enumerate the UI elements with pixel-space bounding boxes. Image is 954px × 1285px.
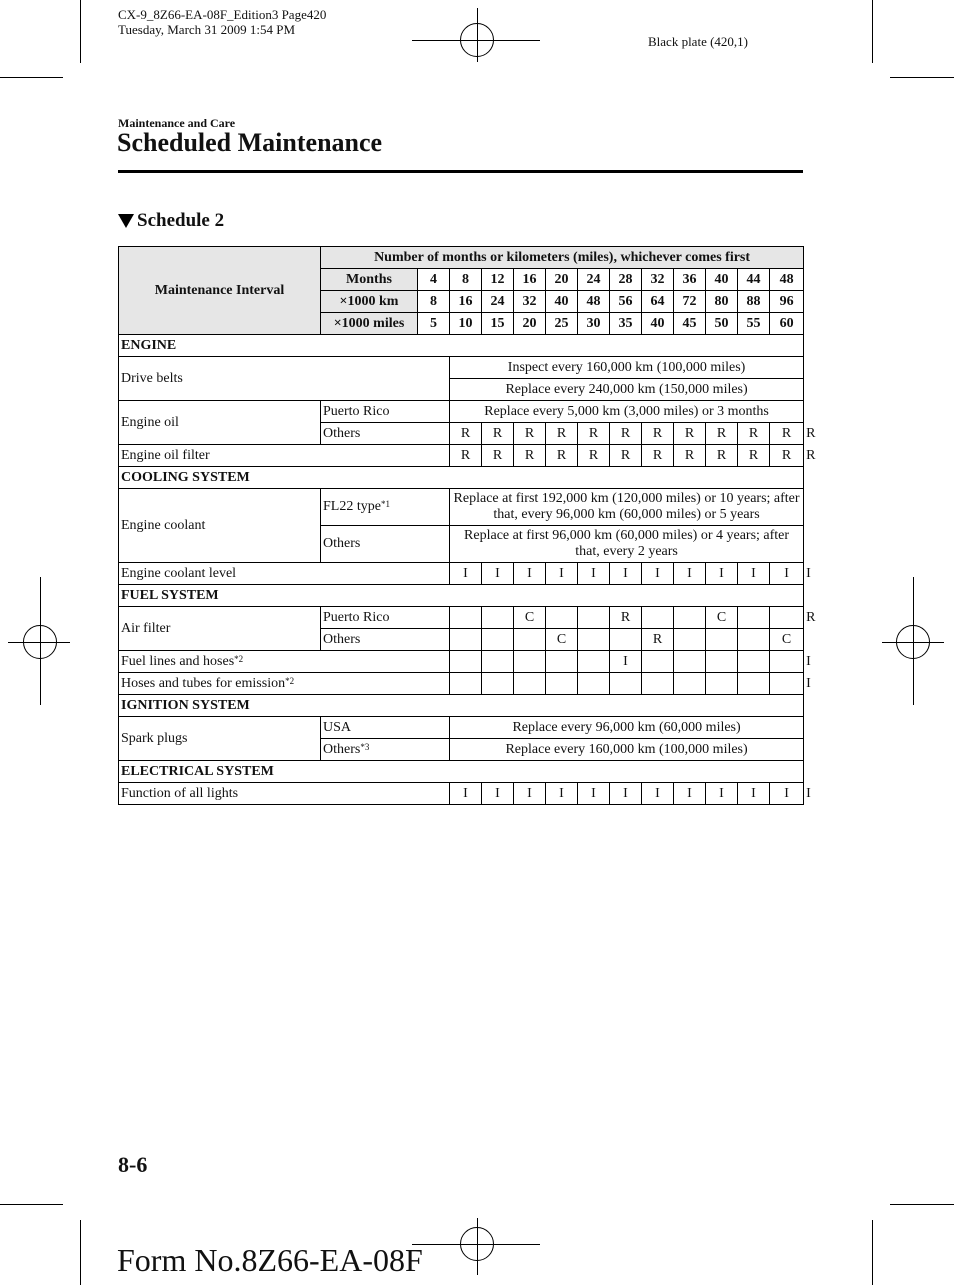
cell bbox=[610, 673, 642, 695]
cell bbox=[770, 651, 804, 673]
cell: I bbox=[482, 563, 514, 585]
cell: R bbox=[706, 423, 738, 445]
months-value: 20 bbox=[546, 269, 578, 291]
section-row-fuel bbox=[119, 585, 804, 607]
item-label: Drive belts bbox=[119, 357, 450, 401]
cell: R bbox=[642, 445, 674, 467]
footnote-marker: *2 bbox=[234, 653, 244, 664]
item-label: Spark plugs bbox=[119, 717, 321, 761]
cell: I bbox=[770, 563, 804, 585]
table-row bbox=[119, 489, 804, 526]
cell bbox=[642, 673, 674, 695]
page-number: 8-6 bbox=[118, 1152, 148, 1177]
cell bbox=[610, 629, 642, 651]
table-row bbox=[119, 357, 804, 379]
table-row: Fuel lines and hoses$^{*2}$ I I bbox=[119, 651, 804, 673]
cell bbox=[450, 673, 482, 695]
cell bbox=[450, 629, 482, 651]
sub-label: Puerto Rico bbox=[321, 401, 450, 423]
cell: C bbox=[546, 629, 578, 651]
footnote-marker: *1 bbox=[380, 499, 390, 509]
cell: C bbox=[770, 629, 804, 651]
coolant-fl22-text: Replace at first 192,000 km (120,000 miles) or 10 years; after that, every 96,000 km (60,000 miles) or 5 years bbox=[450, 489, 804, 526]
km-value: 72 bbox=[674, 291, 706, 313]
schedule-heading bbox=[118, 210, 224, 232]
cell bbox=[546, 673, 578, 695]
cell: C bbox=[706, 607, 738, 629]
cell: I bbox=[514, 563, 546, 585]
item-label: Engine oil filter bbox=[119, 445, 450, 467]
fl22-label: FL22 type bbox=[323, 499, 381, 514]
cell bbox=[738, 651, 770, 673]
cell: R bbox=[642, 423, 674, 445]
months-value: 40 bbox=[706, 269, 738, 291]
cell: I bbox=[642, 563, 674, 585]
cell bbox=[578, 629, 610, 651]
cell: R bbox=[706, 445, 738, 467]
cell: I bbox=[450, 783, 482, 805]
km-value: 24 bbox=[482, 291, 514, 313]
cell: I bbox=[674, 563, 706, 585]
cell bbox=[546, 651, 578, 673]
cell: I bbox=[610, 563, 642, 585]
months-value: 16 bbox=[514, 269, 546, 291]
table-row bbox=[119, 717, 804, 739]
footnote-marker: *3 bbox=[360, 741, 370, 752]
cell: R bbox=[642, 629, 674, 651]
cell bbox=[738, 673, 770, 695]
section-row-engine bbox=[119, 335, 804, 357]
table-row: Others R R R R R R R R R R R R bbox=[119, 423, 804, 445]
spark-plugs-others-text: Replace every 160,000 km (100,000 miles) bbox=[450, 739, 804, 761]
miles-value: 30 bbox=[578, 313, 610, 335]
cell bbox=[482, 673, 514, 695]
cell: R bbox=[738, 445, 770, 467]
km-value: 96 bbox=[770, 291, 804, 313]
km-value: 40 bbox=[546, 291, 578, 313]
cell bbox=[482, 629, 514, 651]
triangle-down-icon bbox=[118, 214, 134, 228]
cell bbox=[674, 629, 706, 651]
miles-value: 35 bbox=[610, 313, 642, 335]
spark-others-label: Others bbox=[323, 741, 361, 757]
table-row: Engine oil filter R R R R R R R R R R R R bbox=[119, 445, 804, 467]
cell bbox=[514, 629, 546, 651]
cell bbox=[546, 607, 578, 629]
km-value: 8 bbox=[418, 291, 450, 313]
cell: I bbox=[610, 783, 642, 805]
miles-value: 50 bbox=[706, 313, 738, 335]
cell bbox=[450, 651, 482, 673]
coolant-others-text: Replace at first 96,000 km (60,000 miles) or 4 years; after that, every 2 years bbox=[450, 526, 804, 563]
cell: R bbox=[770, 423, 804, 445]
cell bbox=[770, 673, 804, 695]
cell: I bbox=[546, 783, 578, 805]
cell: I bbox=[578, 563, 610, 585]
table-row: Hoses and tubes for emission$^{*2}$ I bbox=[119, 673, 804, 695]
months-value: 32 bbox=[642, 269, 674, 291]
km-value: 48 bbox=[578, 291, 610, 313]
schedule-heading-text: Schedule 2 bbox=[137, 210, 225, 231]
cell: R bbox=[578, 445, 610, 467]
cell bbox=[706, 651, 738, 673]
miles-value: 25 bbox=[546, 313, 578, 335]
km-value: 16 bbox=[450, 291, 482, 313]
months-value: 28 bbox=[610, 269, 642, 291]
table-row: Function of all lights I I I I I I I I I I I I bbox=[119, 783, 804, 805]
miles-value: 5 bbox=[418, 313, 450, 335]
months-value: 12 bbox=[482, 269, 514, 291]
cell bbox=[674, 651, 706, 673]
item-label: Air filter bbox=[119, 607, 321, 651]
cell bbox=[514, 651, 546, 673]
cell: R bbox=[450, 445, 482, 467]
cell: R bbox=[610, 445, 642, 467]
unit-label: Months bbox=[321, 269, 418, 291]
cell: R bbox=[674, 445, 706, 467]
cell: R bbox=[546, 423, 578, 445]
print-meta-file: CX-9_8Z66-EA-08F_Edition3 Page420 bbox=[118, 7, 327, 22]
item-label: Function of all lights bbox=[119, 783, 450, 805]
table-header-row bbox=[119, 247, 804, 269]
cell bbox=[674, 673, 706, 695]
cell bbox=[738, 629, 770, 651]
months-value: 8 bbox=[450, 269, 482, 291]
drive-belts-replace: Replace every 240,000 km (150,000 miles) bbox=[450, 379, 804, 401]
section-heading: ENGINE bbox=[119, 335, 804, 357]
cell bbox=[578, 673, 610, 695]
cell bbox=[514, 673, 546, 695]
cell: R bbox=[770, 445, 804, 467]
section-heading: ELECTRICAL SYSTEM bbox=[119, 761, 804, 783]
table-row: Air filter Puerto Rico C R C R bbox=[119, 607, 804, 629]
cell bbox=[738, 607, 770, 629]
interval-label: Maintenance Interval bbox=[119, 247, 321, 335]
miles-value: 15 bbox=[482, 313, 514, 335]
section-row-electrical bbox=[119, 761, 804, 783]
cell: R bbox=[546, 445, 578, 467]
hoses-emission-label: Hoses and tubes for emission bbox=[121, 675, 286, 691]
period-caption: Number of months or kilometers (miles), whichever comes first bbox=[321, 247, 804, 269]
cell: I bbox=[546, 563, 578, 585]
cell: R bbox=[610, 423, 642, 445]
sub-label: Others bbox=[321, 629, 450, 651]
miles-value: 55 bbox=[738, 313, 770, 335]
cell bbox=[770, 607, 804, 629]
sub-label: Others bbox=[321, 526, 450, 563]
cell: I bbox=[610, 651, 642, 673]
cell: I bbox=[770, 783, 804, 805]
section-heading: COOLING SYSTEM bbox=[119, 467, 804, 489]
months-value: 4 bbox=[418, 269, 450, 291]
item-label: Engine coolant bbox=[119, 489, 321, 563]
cell: I bbox=[738, 563, 770, 585]
miles-value: 20 bbox=[514, 313, 546, 335]
km-value: 80 bbox=[706, 291, 738, 313]
maintenance-table bbox=[118, 246, 816, 805]
km-value: 88 bbox=[738, 291, 770, 313]
section-row-ignition bbox=[119, 695, 804, 717]
table-row: Engine coolant level I I I I I I I I I I I I bbox=[119, 563, 804, 585]
sub-label bbox=[321, 739, 450, 761]
cell bbox=[642, 651, 674, 673]
spark-plugs-usa-text: Replace every 96,000 km (60,000 miles) bbox=[450, 717, 804, 739]
section-heading: FUEL SYSTEM bbox=[119, 585, 804, 607]
cell: R bbox=[450, 423, 482, 445]
item-label bbox=[119, 673, 450, 695]
km-value: 56 bbox=[610, 291, 642, 313]
cell bbox=[706, 629, 738, 651]
cell: R bbox=[514, 423, 546, 445]
km-value: 64 bbox=[642, 291, 674, 313]
item-label bbox=[119, 651, 450, 673]
sub-label: Others bbox=[321, 423, 450, 445]
cell: R bbox=[610, 607, 642, 629]
cell: I bbox=[738, 783, 770, 805]
cell bbox=[642, 607, 674, 629]
engine-oil-pr-text: Replace every 5,000 km (3,000 miles) or 3 months bbox=[450, 401, 804, 423]
section-heading: IGNITION SYSTEM bbox=[119, 695, 804, 717]
unit-label: ×1000 km bbox=[321, 291, 418, 313]
miles-value: 40 bbox=[642, 313, 674, 335]
cell: I bbox=[674, 783, 706, 805]
item-label: Engine oil bbox=[119, 401, 321, 445]
fuel-lines-label: Fuel lines and hoses bbox=[121, 653, 235, 669]
footnote-marker: *2 bbox=[285, 675, 295, 686]
unit-label: ×1000 miles bbox=[321, 313, 418, 335]
cell: I bbox=[514, 783, 546, 805]
cell bbox=[482, 651, 514, 673]
cell bbox=[578, 607, 610, 629]
cell bbox=[578, 651, 610, 673]
sub-label: Puerto Rico bbox=[321, 607, 450, 629]
miles-value: 10 bbox=[450, 313, 482, 335]
drive-belts-inspect: Inspect every 160,000 km (100,000 miles) bbox=[450, 357, 804, 379]
cell: R bbox=[514, 445, 546, 467]
sub-label: USA bbox=[321, 717, 450, 739]
print-meta bbox=[118, 7, 326, 37]
table-row bbox=[119, 401, 804, 423]
section-label: Maintenance and Care bbox=[118, 116, 236, 130]
cell: R bbox=[674, 423, 706, 445]
miles-value: 60 bbox=[770, 313, 804, 335]
cell bbox=[674, 607, 706, 629]
print-meta-date: Tuesday, March 31 2009 1:54 PM bbox=[118, 22, 296, 37]
cell: I bbox=[706, 783, 738, 805]
title-rule bbox=[118, 170, 803, 173]
cell: I bbox=[450, 563, 482, 585]
miles-value: 45 bbox=[674, 313, 706, 335]
cell: R bbox=[482, 423, 514, 445]
item-label: Engine coolant level bbox=[119, 563, 450, 585]
cell: C bbox=[514, 607, 546, 629]
cell: R bbox=[482, 445, 514, 467]
km-value: 32 bbox=[514, 291, 546, 313]
cell bbox=[450, 607, 482, 629]
sub-label bbox=[321, 489, 450, 526]
cell bbox=[482, 607, 514, 629]
months-value: 44 bbox=[738, 269, 770, 291]
cell bbox=[706, 673, 738, 695]
form-number: Form No.8Z66-EA-08F bbox=[117, 1242, 423, 1278]
cell: R bbox=[738, 423, 770, 445]
cell: I bbox=[706, 563, 738, 585]
cell: I bbox=[642, 783, 674, 805]
cell: I bbox=[578, 783, 610, 805]
plate-label: Black plate (420,1) bbox=[648, 34, 748, 49]
section-row-cooling bbox=[119, 467, 804, 489]
cell: R bbox=[578, 423, 610, 445]
months-value: 24 bbox=[578, 269, 610, 291]
cell: I bbox=[482, 783, 514, 805]
months-value: 48 bbox=[770, 269, 804, 291]
page-title: Scheduled Maintenance bbox=[117, 128, 383, 157]
months-value: 36 bbox=[674, 269, 706, 291]
